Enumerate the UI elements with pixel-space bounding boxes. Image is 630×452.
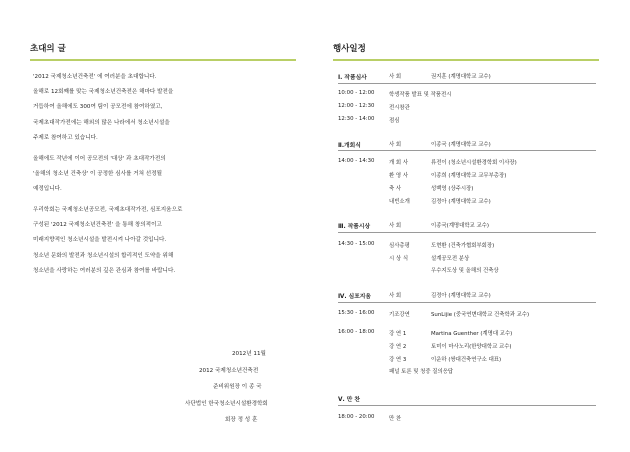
host-role: 사 회 bbox=[389, 74, 402, 80]
schedule-desc: 토미이 마사노리(한양대학교 교수) bbox=[431, 344, 512, 350]
paragraph-line: 올해로 12회째를 맞는 국제청소년건축전은 해마다 발전을 bbox=[33, 89, 174, 96]
paragraph-line: '2012 국제청소년건축전' 에 여러분을 초대합니다. bbox=[33, 74, 157, 80]
schedule-desc: 이운하 (쌍대건축연구소 대표) bbox=[431, 357, 502, 363]
schedule-role: 심사총평 bbox=[389, 243, 410, 249]
left-title-rule bbox=[30, 59, 296, 61]
host-name: 이종국 (계명대학교 교수) bbox=[431, 142, 491, 148]
schedule-desc: 이종희 (계명대학교 교무부총장) bbox=[431, 173, 507, 179]
schedule-desc: 성백영 (상주시장) bbox=[431, 186, 474, 192]
schedule-time: 14:00 - 14:30 bbox=[338, 158, 375, 164]
paragraph-line: 미래지향적인 청소년시설을 발전시켜 나아갈 것입니다. bbox=[33, 237, 167, 244]
host-role: 사 회 bbox=[389, 142, 402, 148]
signature-line: 회장 정 성 훈 bbox=[225, 417, 258, 423]
schedule-desc: 점심 bbox=[389, 118, 400, 124]
signature-line: 준비위원장 이 종 국 bbox=[213, 384, 262, 390]
schedule-role: 만 찬 bbox=[389, 416, 402, 422]
section-divider bbox=[338, 302, 596, 303]
schedule-time: 16:00 - 18:00 bbox=[338, 329, 375, 335]
schedule-desc: 학생작품 발표 및 작품전시 bbox=[389, 92, 452, 98]
paragraph-line: 구성된 '2012 국제청소년건축전' 을 통해 창의적이고 bbox=[33, 222, 162, 229]
host-name: 이종국(계명대학교 교수) bbox=[431, 223, 489, 229]
schedule-role: 시 상 식 bbox=[389, 256, 409, 262]
section-divider bbox=[338, 83, 596, 84]
schedule-time: 12:30 - 14:00 bbox=[338, 116, 375, 122]
paragraph-line: 올해에도 작년에 이어 공모전의 '대상' 과 초대작가전의 bbox=[33, 156, 166, 162]
invitation-paragraph-2 bbox=[33, 152, 166, 198]
schedule-role: 기조강연 bbox=[389, 312, 410, 318]
schedule-time: 12:00 - 12:30 bbox=[338, 103, 375, 109]
invitation-paragraph-3 bbox=[33, 203, 182, 279]
schedule-desc: 우수지도상 및 올해의 건축상 bbox=[431, 268, 499, 274]
signature-line: 2012 국제청소년건축전 bbox=[199, 368, 259, 374]
section-heading: Ⅲ. 작품시상 bbox=[338, 224, 371, 230]
schedule-role: 강 연 1 bbox=[389, 331, 407, 337]
right-title-rule bbox=[333, 59, 599, 61]
schedule-role: 축 사 bbox=[389, 186, 402, 192]
host-name: 김정아 (계명대학교 교수) bbox=[431, 293, 491, 299]
paragraph-line: '올해의 청소년 건축상' 이 공정한 심사를 거쳐 선정될 bbox=[33, 171, 162, 178]
paragraph-line: 주제로 참여하고 있습니다. bbox=[33, 134, 98, 141]
schedule-role: 개 회 사 bbox=[389, 160, 409, 166]
schedule-role: 강 연 2 bbox=[389, 344, 407, 350]
section-heading: Ⅱ.개회식 bbox=[338, 143, 361, 149]
schedule-title: 행사일정 bbox=[333, 44, 366, 54]
signature-line: 사단법인 한국청소년시설환경학회 bbox=[185, 401, 268, 407]
schedule-desc: Martina Guenther (계명대 교수) bbox=[431, 331, 513, 337]
schedule-desc: 류전이 (청소년시설환경학회 이사장) bbox=[431, 160, 517, 166]
paragraph-line: 우리학회는 국제청소년공모전, 국제초대작가전, 심포지움으로 bbox=[33, 207, 183, 213]
schedule-time: 14:30 - 15:00 bbox=[338, 241, 375, 247]
schedule-role: 환 영 사 bbox=[389, 173, 409, 179]
section-heading: Ⅳ. 심포지움 bbox=[338, 294, 371, 300]
host-role: 사 회 bbox=[389, 293, 402, 299]
schedule-time: 15:30 - 16:00 bbox=[338, 310, 375, 316]
schedule-desc: SunLijie (중국연변대학교 건축학과 교수) bbox=[431, 312, 530, 318]
invitation-title: 초대의 글 bbox=[30, 44, 66, 54]
schedule-role: 강 연 3 bbox=[389, 357, 407, 363]
paragraph-line: 청소년 문화의 발전과 청소년시설의 합리적인 도약을 위해 bbox=[33, 252, 174, 259]
schedule-role: 내빈소개 bbox=[389, 199, 410, 205]
schedule-desc: 도현환 (건축가협회부회장) bbox=[431, 243, 495, 249]
schedule-desc: 패널 토론 및 청중 질의응답 bbox=[389, 369, 454, 375]
section-divider bbox=[338, 150, 596, 151]
section-heading: Ⅴ. 만 찬 bbox=[338, 397, 360, 403]
schedule-time: 10:00 - 12:00 bbox=[338, 90, 375, 96]
invitation-paragraph-1 bbox=[33, 70, 173, 146]
paragraph-line: 국제초대작가전에는 해외의 많은 나라에서 청소년시설을 bbox=[33, 119, 170, 126]
section-divider bbox=[338, 232, 596, 233]
schedule-desc: 전시참관 bbox=[389, 105, 410, 111]
paragraph-line: 거듭하여 올해에도 300여 팀이 공모전에 참여하였고, bbox=[33, 104, 163, 111]
section-heading: Ⅰ. 작품심사 bbox=[338, 75, 367, 81]
host-role: 사 회 bbox=[389, 223, 402, 229]
section-divider bbox=[338, 405, 596, 406]
invitation-date: 2012년 11월 bbox=[232, 351, 266, 357]
paragraph-line: 청소년을 사랑하는 여러분의 깊은 관심과 참여를 바랍니다. bbox=[33, 267, 176, 274]
paragraph-line: 예정입니다. bbox=[33, 186, 62, 193]
schedule-desc: 김정아 (계명대학교 교수) bbox=[431, 199, 491, 205]
schedule-time: 18:00 - 20:00 bbox=[338, 414, 375, 420]
host-name: 권지훈 (계명대학교 교수) bbox=[431, 74, 491, 80]
schedule-desc: 설계공모전 분상 bbox=[431, 256, 470, 262]
